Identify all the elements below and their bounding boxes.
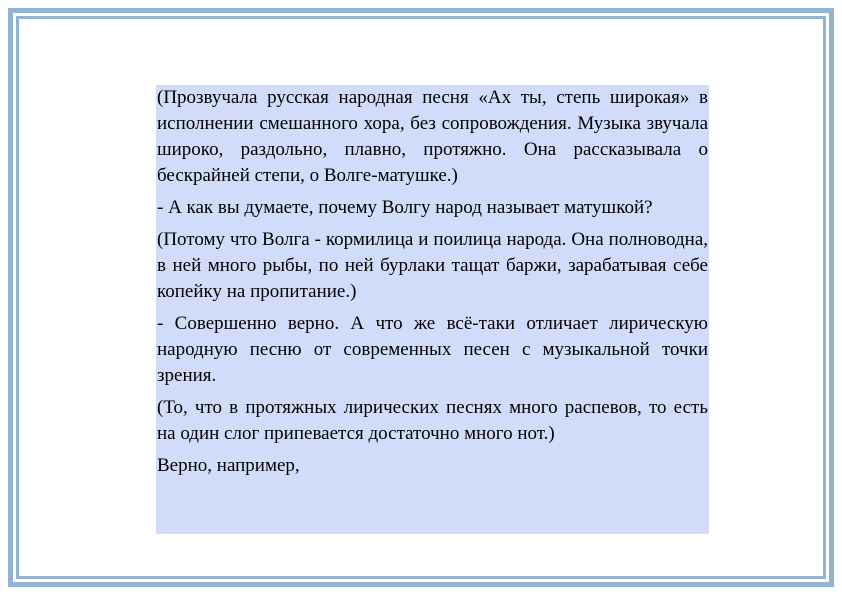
text-block [156, 85, 709, 534]
paragraph-1: (Прозвучала русская народная песня «Ах ты, степь широкая» в исполнении смешанного хора, без сопровождения. Музыка звучала широко, раздольно, плавно, протяжно. Она рассказывала о бескрайней степи, о Волге-матушке.) [157, 87, 708, 186]
paragraph-6: Верно, например, [157, 455, 300, 476]
paragraph-5: (То, что в протяжных лирических песнях много распевов, то есть на один слог припевается достаточно много нот.) [157, 397, 708, 444]
paragraph-3: (Потому что Волга - кормилица и поилица народа. Она полноводна, в ней много рыбы, по ней бурлаки тащат баржи, зарабатывая себе копейку на пропитание.) [157, 229, 708, 302]
paragraph-4: - Совершенно верно. А что же всё-таки отличает лирическую народную песню от современных песен с музыкальной точки зрения. [157, 313, 708, 386]
paragraph-2: - А как вы думаете, почему Волгу народ называет матушкой? [157, 197, 653, 218]
